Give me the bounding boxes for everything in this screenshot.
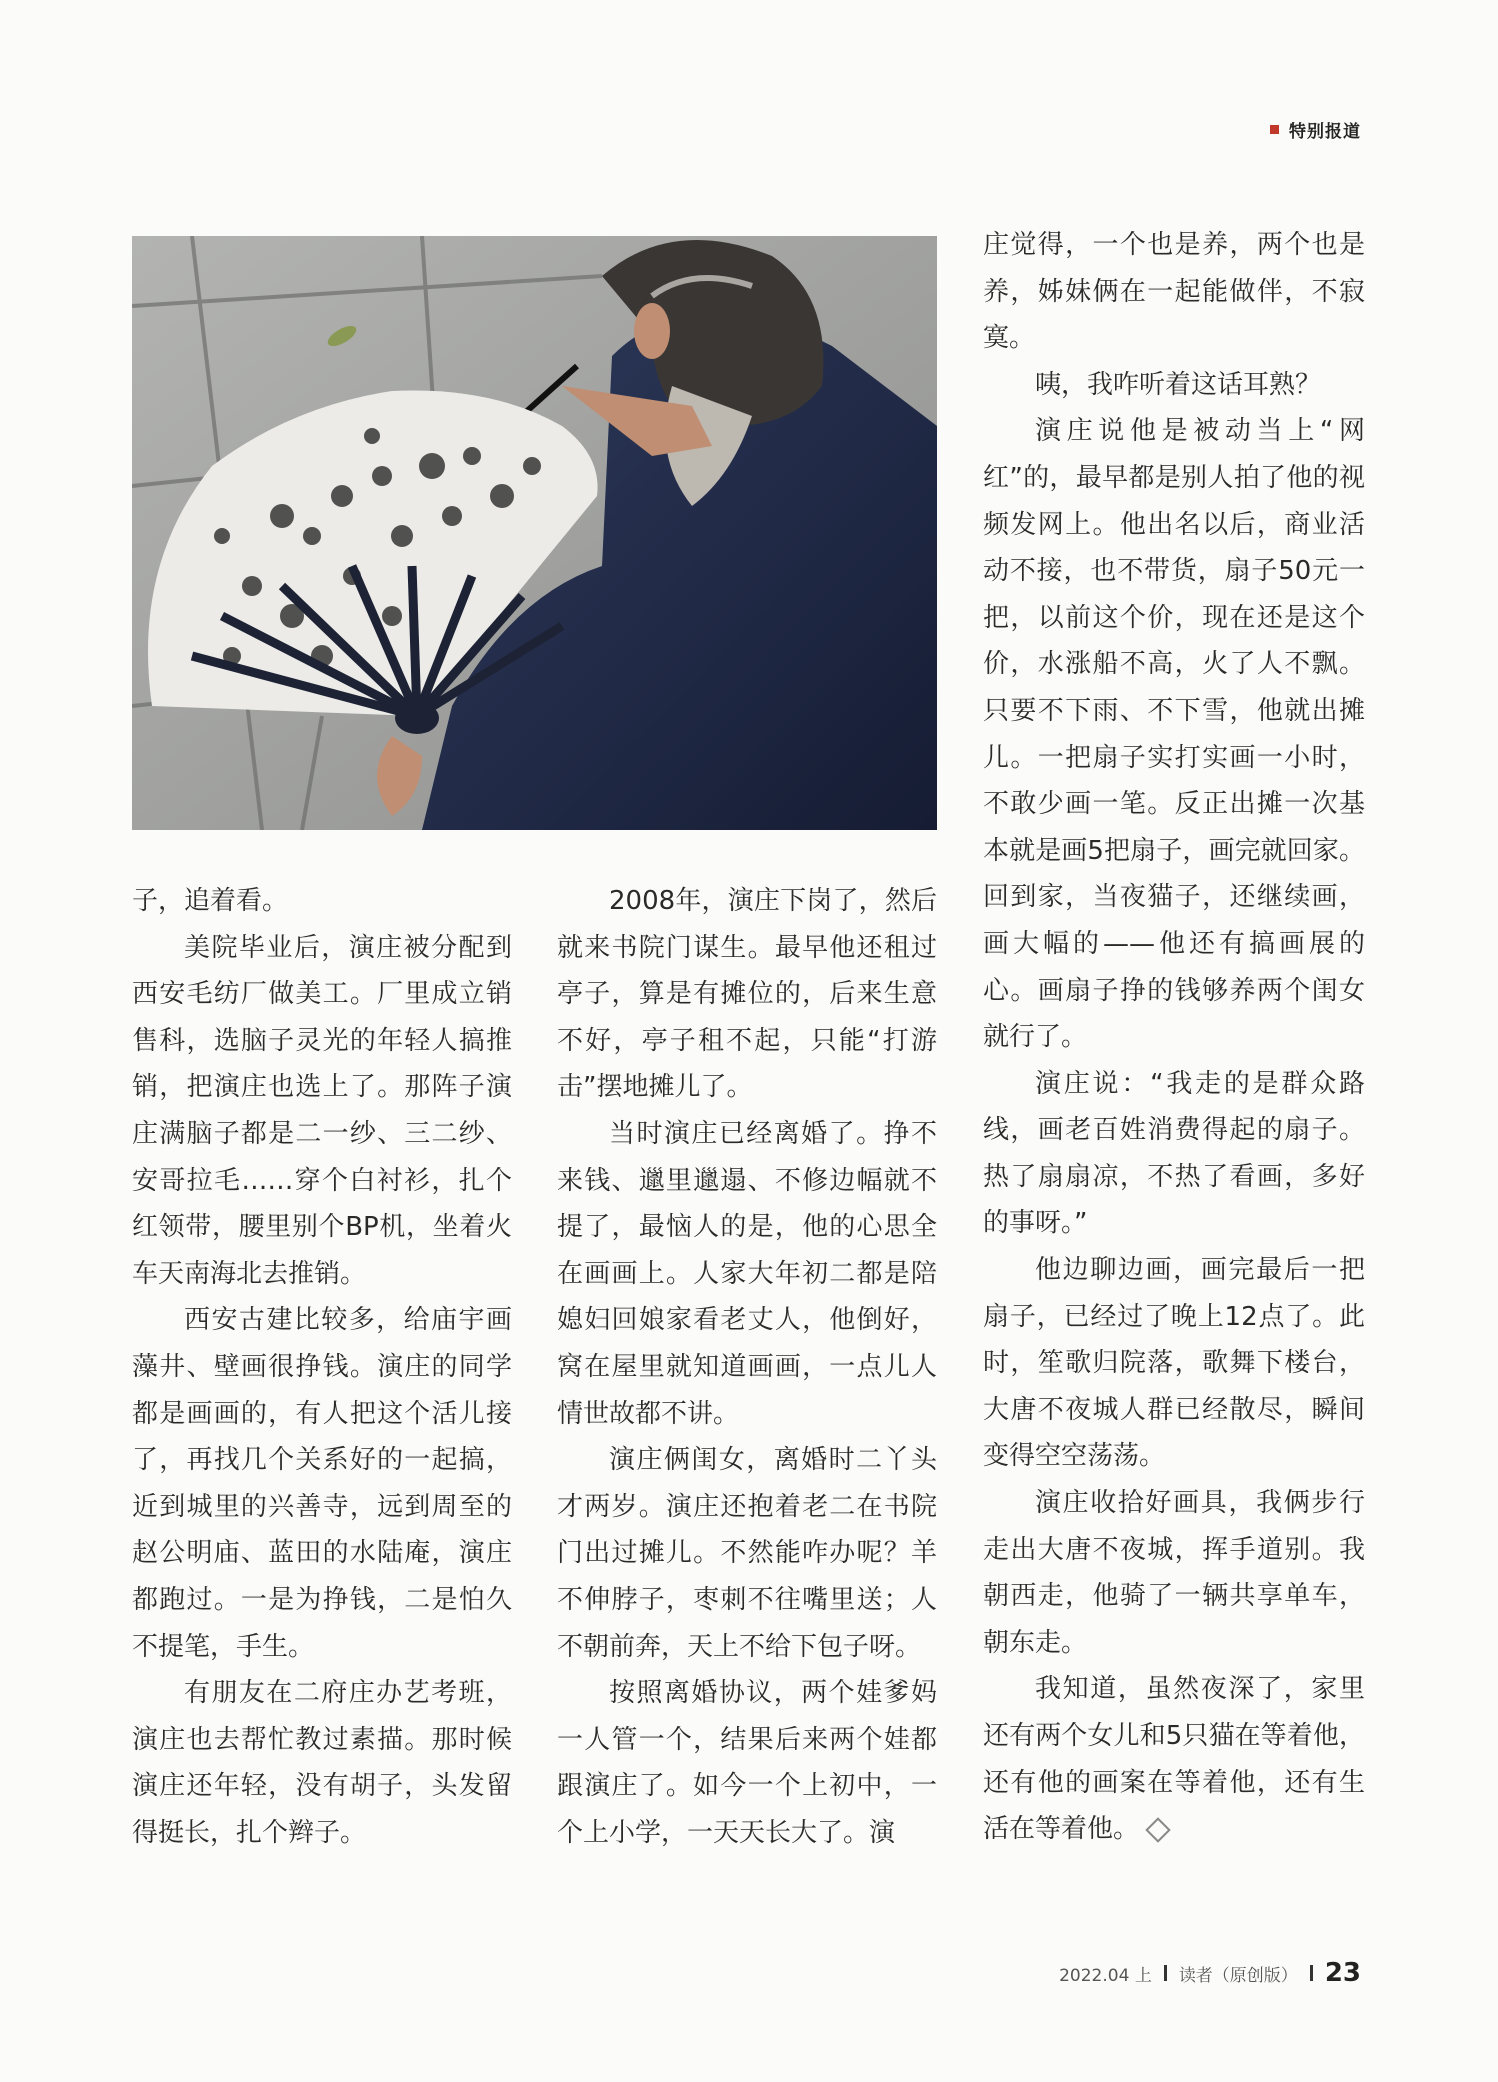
issue-date: 2022.04 上 — [1059, 1965, 1152, 1986]
paragraph: 庄觉得，一个也是养，两个也是养，姊妹俩在一起能做伴，不寂寞。 — [983, 230, 1365, 354]
article-column-3 — [983, 222, 1365, 1853]
section-marker-icon — [1270, 125, 1279, 134]
paragraph: 他边聊边画，画完最后一把扇子，已经过了晚上12点了。此时，笙歌归院落，歌舞下楼台，大唐不夜城人群已经散尽，瞬间变得空空荡荡。 — [983, 1255, 1365, 1472]
section-label: 特别报道 — [1289, 122, 1361, 142]
paragraph: 演庄说他是被动当上“网红”的，最早都是别人拍了他的视频发网上。他出名以后，商业活动不接，也不带货，扇子50元一把，以前这个价，现在还是这个价，水涨船不高，火了人不飘。只要不下雨、不下雪，他就出摊儿。一把扇子实打实画一小时，不敢少画一笔。反正出摊一次基本就是画5把扇子，画完就回家。回到家，当夜猫子，还继续画，画大幅的——他还有搞画展的心。画扇子挣的钱够养两个闺女就行了。 — [983, 416, 1365, 1053]
paragraph: 演庄说：“我走的是群众路线，画老百姓消费得起的扇子。热了扇扇凉，不热了看画，多好的事呀。” — [983, 1068, 1365, 1239]
article-photo — [132, 236, 937, 830]
page-footer — [1059, 1958, 1361, 1988]
painter-fan-photo-icon — [132, 236, 937, 830]
paragraph: 美院毕业后，演庄被分配到西安毛纺厂做美工。厂里成立销售科，选脑子灵光的年轻人搞推销，把演庄也选上了。那阵子演庄满脑子都是二一纱、三二纱、安哥拉毛……穿个白衬衫，扎个红领带，腰里别个BP机，坐着火车天南海北去推销。 — [132, 932, 512, 1289]
end-mark-icon — [1145, 1817, 1170, 1842]
paragraph: 2008年，演庄下岗了，然后就来书院门谋生。最早他还租过亭子，算是有摊位的，后来生意不好，亭子租不起，只能“打游击”摆地摊儿了。 — [557, 886, 937, 1103]
paragraph: 按照离婚协议，两个娃爹妈一人管一个，结果后来两个娃都跟演庄了。如今一个上初中，一个上小学，一天天长大了。演 — [557, 1678, 937, 1848]
page-number: 23 — [1324, 1958, 1361, 1988]
section-tag — [1270, 117, 1361, 142]
divider — [1310, 1965, 1313, 1981]
divider — [1164, 1965, 1167, 1981]
article-column-1 — [132, 878, 512, 1856]
paragraph: 咦，我咋听着这话耳熟？ — [1035, 369, 1322, 400]
last-paragraph — [983, 1666, 1365, 1852]
paragraph: 演庄俩闺女，离婚时二丫头才两岁。演庄还抱着老二在书院门出过摊儿。不然能咋办呢？羊不伸脖子，枣刺不往嘴里送；人不朝前奔，天上不给下包子呀。 — [557, 1445, 937, 1662]
paragraph: 有朋友在二府庄办艺考班，演庄也去帮忙教过素描。那时候演庄还年轻，没有胡子，头发留得挺长，扎个辫子。 — [132, 1678, 512, 1848]
paragraph: 子，追着看。 — [132, 886, 289, 916]
magazine-name: 读者（原创版） — [1178, 1965, 1298, 1986]
paragraph: 当时演庄已经离婚了。挣不来钱、邋里邋遢、不修边幅就不提了，最恼人的是，他的心思全在画画上。人家大年初二都是陪媳妇回娘家看老丈人，他倒好，窝在屋里就知道画画，一点儿人情世故都不讲。 — [557, 1118, 937, 1429]
paragraph-text: 我知道，虽然夜深了，家里还有两个女儿和5只猫在等着他，还有他的画案在等着他，还有生活在等着他。 — [983, 1674, 1365, 1845]
article-column-2 — [557, 878, 937, 1856]
paragraph: 演庄收拾好画具，我俩步行走出大唐不夜城，挥手道别。我朝西走，他骑了一辆共享单车，朝东走。 — [983, 1488, 1365, 1658]
paragraph: 西安古建比较多，给庙宇画藻井、壁画很挣钱。演庄的同学都是画画的，有人把这个活儿接了，再找几个关系好的一起搞，近到城里的兴善寺，远到周至的赵公明庙、蓝田的水陆庵，演庄都跑过。一是为挣钱，二是怕久不提笔，手生。 — [132, 1305, 512, 1662]
